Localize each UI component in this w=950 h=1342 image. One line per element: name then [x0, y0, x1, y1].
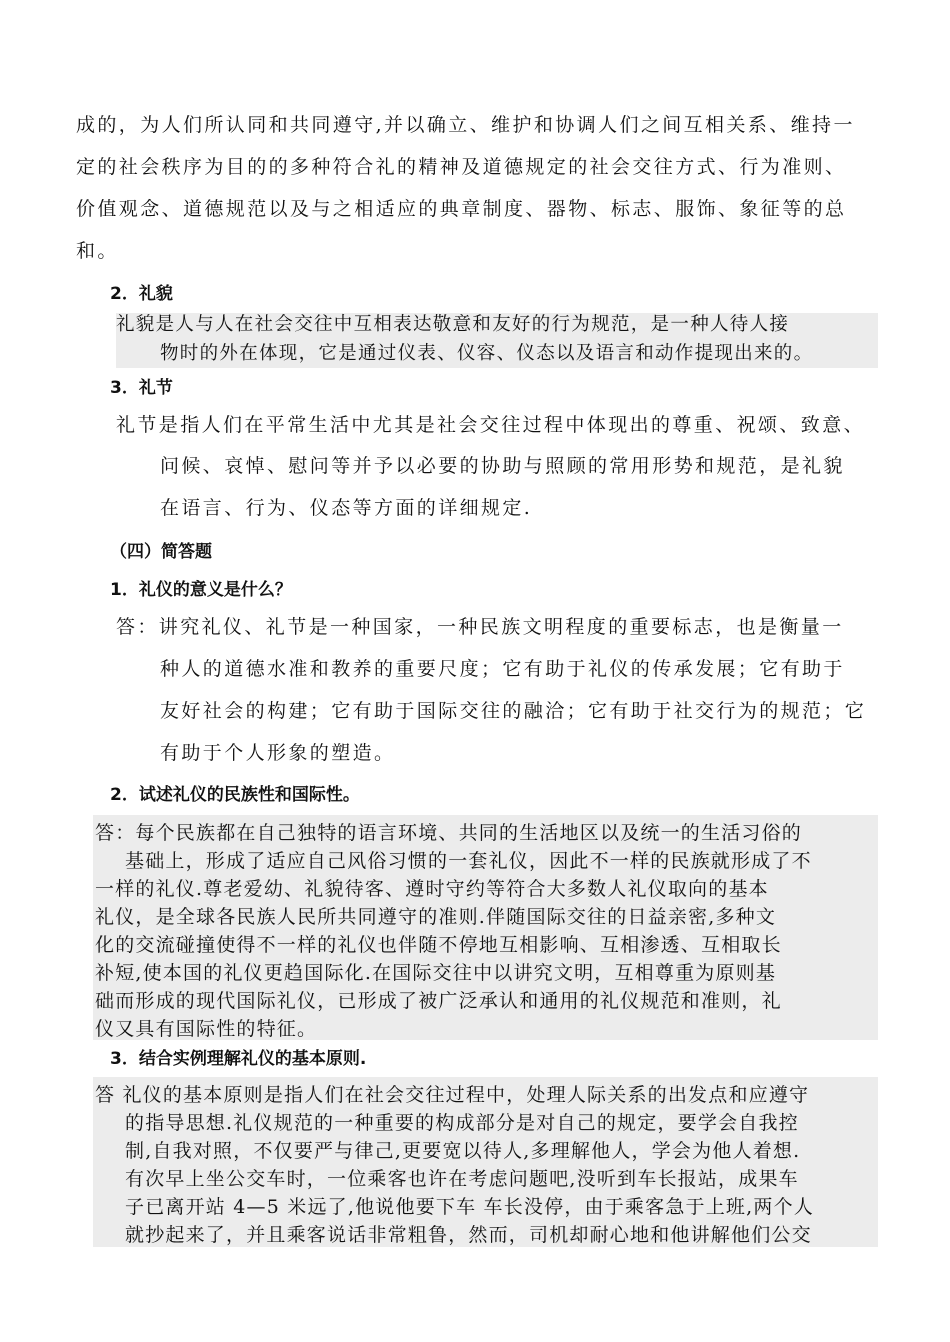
answer-line: 基础上，形成了适应自己风俗习惯的一套礼仪，因此不一样的民族就形成了不: [125, 850, 812, 872]
answer-line: 子已离开站 4—5 米远了,他说他要下车 车长没停，由于乘客急于上班,两个人: [125, 1196, 814, 1218]
question-1-heading: 1．礼仪的意义是什么？: [110, 580, 292, 600]
answer-line: 有助于个人形象的塑造。: [160, 742, 396, 764]
paragraph-line: 礼貌是人与人在社会交往中互相表达敬意和友好的行为规范，是一种人待人接: [116, 314, 790, 335]
answer-line: 化的交流碰撞使得不一样的礼仪也伴随不停地互相影响、互相渗透、互相取长: [95, 934, 782, 956]
section-heading-etiquette: 3．礼节: [110, 378, 173, 398]
answer-line: 础而形成的现代国际礼仪，已形成了被广泛承认和通用的礼仪规范和准则，礼: [95, 990, 782, 1012]
paragraph-line: 在语言、行为、仪态等方面的详细规定.: [160, 497, 533, 519]
answer-line: 补短,使本国的礼仪更趋国际化.在国际交往中以讲究文明，互相尊重为原则基: [95, 962, 777, 984]
answer-line: 种人的道德水准和教养的重要尺度；它有助于礼仪的传承发展；它有助于: [160, 658, 845, 680]
paragraph-line: 和。: [76, 240, 119, 262]
paragraph-line: 定的社会秩序为目的的多种符合礼的精神及道德规定的社会交往方式、行为准则、: [76, 156, 847, 178]
answer-line: 答：讲究礼仪、礼节是一种国家，一种民族文明程度的重要标志，也是衡量一: [116, 616, 844, 638]
paragraph-line: 问候、哀悼、慰问等并予以必要的协助与照顾的常用形势和规范，是礼貌: [160, 455, 845, 477]
question-2-heading: 2．试述礼仪的民族性和国际性。: [110, 785, 360, 805]
answer-line: 友好社会的构建；它有助于国际交往的融洽；它有助于社交行为的规范；它: [160, 700, 867, 722]
answer-line: 答：每个民族都在自己独特的语言环境、共同的生活地区以及统一的生活习俗的: [95, 822, 803, 844]
answer-line: 一样的礼仪.尊老爱幼、礼貌待客、遵时守约等符合大多数人礼仪取向的基本: [95, 878, 769, 900]
question-3-heading: 3．结合实例理解礼仪的基本原则.: [110, 1049, 367, 1069]
answer-line: 有次早上坐公交车时，一位乘客也许在考虑问题吧,没听到车长报站，成果车: [125, 1168, 799, 1190]
paragraph-line: 价值观念、道德规范以及与之相适应的典章制度、器物、标志、服饰、象征等的总: [76, 198, 847, 220]
answer-line: 的指导思想.礼仪规范的一种重要的构成部分是对自己的规定，要学会自我控: [125, 1112, 799, 1134]
part-heading-short-answer: （四）简答题: [110, 542, 212, 562]
section-heading-courtesy: 2．礼貌: [110, 284, 173, 304]
answer-line: 仪又具有国际性的特征。: [95, 1018, 318, 1040]
paragraph-line: 成的，为人们所认同和共同遵守,并以确立、维护和协调人们之间互相关系、维持一: [76, 114, 855, 136]
answer-line: 答 礼仪的基本原则是指人们在社会交往过程中，处理人际关系的出发点和应遵守: [95, 1084, 810, 1106]
paragraph-line: 礼节是指人们在平常生活中尤其是社会交往过程中体现出的尊重、祝颂、致意、: [116, 414, 866, 436]
paragraph-line: 物时的外在体现，它是通过仪表、仪容、仪态以及语言和动作提现出来的。: [160, 343, 814, 364]
answer-line: 制,自我对照，不仅要严与律己,更要宽以待人,多理解他人，学会为他人着想.: [125, 1140, 801, 1162]
answer-line: 就抄起来了，并且乘客说话非常粗鲁，然而，司机却耐心地和他讲解他们公交: [125, 1224, 812, 1246]
answer-line: 礼仪，是全球各民族人民所共同遵守的准则.伴随国际交往的日益亲密,多种文: [95, 906, 777, 928]
